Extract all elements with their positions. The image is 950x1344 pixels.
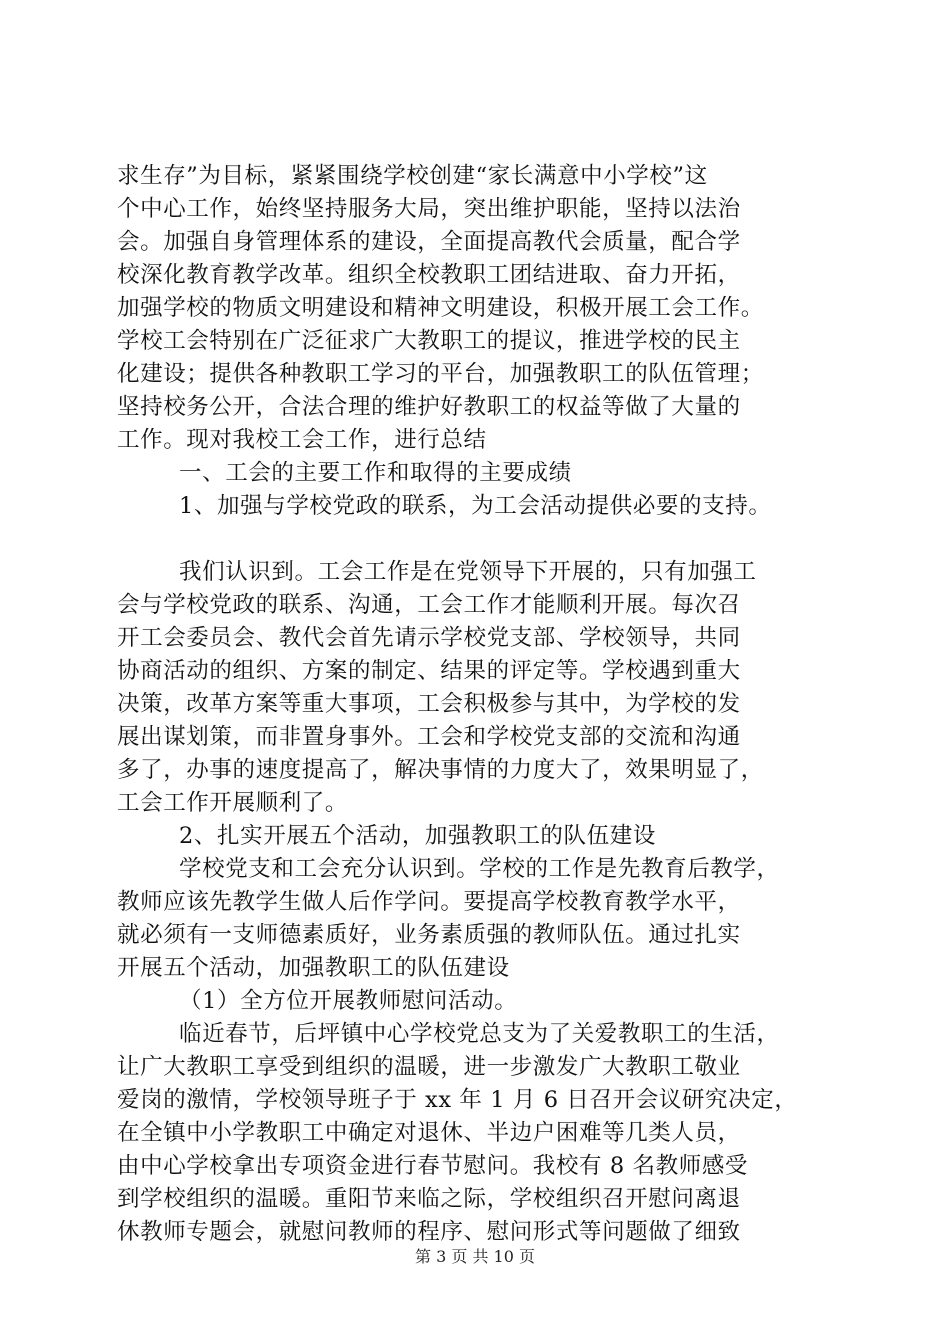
- text-line: 加强学校的物质文明建设和精神文明建设，积极开展工会工作。: [117, 295, 764, 321]
- text-line: 多了，办事的速度提高了，解决事情的力度大了，效果明显了，: [117, 757, 764, 783]
- text-line: 坚持校务公开，合法合理的维护好教职工的权益等做了大量的: [117, 394, 741, 420]
- section-heading: 一、工会的主要工作和取得的主要成绩: [179, 460, 572, 486]
- text-line: 工会工作开展顺利了。: [117, 790, 349, 816]
- text-line: 临近春节，后坪镇中心学校党总支为了关爱教职工的生活，: [179, 1021, 780, 1047]
- text-line: 化建设；提供各种教职工学习的平台，加强教职工的队伍管理；: [117, 361, 764, 387]
- blank-line: [117, 523, 847, 556]
- text-line: 由中心学校拿出专项资金进行春节慰问。我校有 8 名教师感受: [117, 1153, 749, 1179]
- text-line: 在全镇中小学教职工中确定对退休、半边户困难等几类人员，: [117, 1120, 741, 1146]
- subsection-heading: 2、扎实开展五个活动，加强教职工的队伍建设: [179, 823, 656, 849]
- text-line: 校深化教育教学改革。组织全校教职工团结进取、奋力开拓，: [117, 262, 741, 288]
- text-line: 教师应该先教学生做人后作学问。要提高学校教育教学水平，: [117, 889, 741, 915]
- text-line: 会。加强自身管理体系的建设，全面提高教代会质量，配合学: [117, 229, 741, 255]
- subsection-heading: （1）全方位开展教师慰问活动。: [179, 988, 518, 1014]
- text-line: 让广大教职工享受到组织的温暖，进一步激发广大教职工敬业: [117, 1054, 741, 1080]
- text-line: 学校工会特别在广泛征求广大教职工的提议，推进学校的民主: [117, 328, 741, 354]
- text-line: 协商活动的组织、方案的制定、结果的评定等。学校遇到重大: [117, 658, 741, 684]
- text-line: 展出谋划策，而非置身事外。工会和学校党支部的交流和沟通: [117, 724, 741, 750]
- text-line: 到学校组织的温暖。重阳节来临之际，学校组织召开慰问离退: [117, 1186, 741, 1212]
- text-line: 开展五个活动，加强教职工的队伍建设: [117, 955, 510, 981]
- text-line: 就必须有一支师德素质好，业务素质强的教师队伍。通过扎实: [117, 922, 741, 948]
- text-line: 我们认识到。工会工作是在党领导下开展的，只有加强工: [179, 559, 757, 585]
- subsection-heading: 1、加强与学校党政的联系，为工会活动提供必要的支持。: [179, 493, 772, 519]
- text-line: 求生存”为目标，紧紧围绕学校创建“家长满意中小学校”这: [117, 163, 708, 189]
- text-line: 爱岗的激情，学校领导班子于 xx 年 1 月 6 日召开会议研究决定，: [117, 1087, 798, 1113]
- text-line: 会与学校党政的联系、沟通，工会工作才能顺利开展。每次召: [117, 592, 741, 618]
- page-number-footer: 第 3 页 共 10 页: [415, 1247, 535, 1266]
- text-line: 学校党支和工会充分认识到。学校的工作是先教育后教学，: [179, 856, 780, 882]
- text-line: 决策，改革方案等重大事项，工会积极参与其中，为学校的发: [117, 691, 741, 717]
- document-body: [117, 160, 847, 1249]
- text-line: 开工会委员会、教代会首先请示学校党支部、学校领导，共同: [117, 625, 741, 651]
- text-line: 休教师专题会，就慰问教师的程序、慰问形式等问题做了细致: [117, 1219, 741, 1245]
- text-line: 个中心工作，始终坚持服务大局，突出维护职能，坚持以法治: [117, 196, 741, 222]
- text-line: 工作。现对我校工会工作，进行总结: [117, 427, 487, 453]
